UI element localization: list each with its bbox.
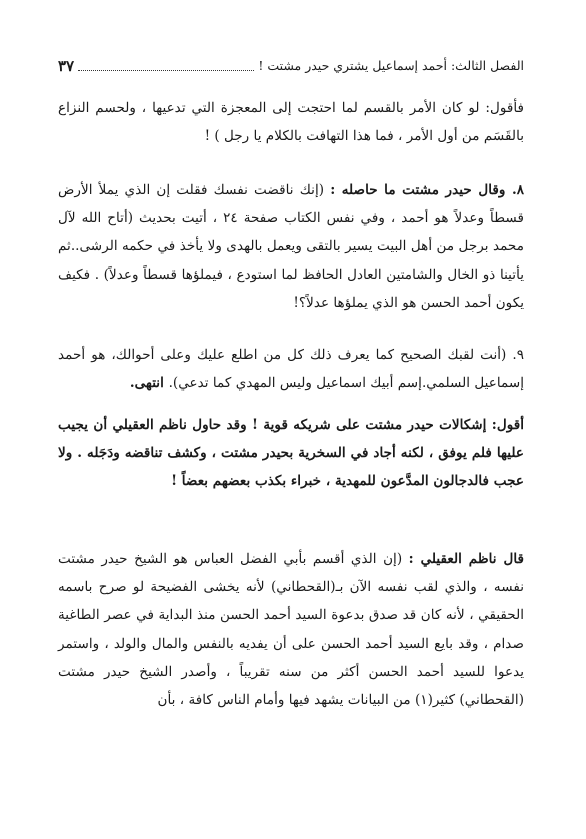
page-header xyxy=(58,58,524,74)
quote-end-marker: انتهى. xyxy=(129,375,169,392)
paragraph-text: أقول: إشكالات حيدر مشتت على شريكه قوية ! وقد حاول ناظم العقيلي أن يجيب عليها فلم يوفق ، لكنه أجاد في السخرية بحيدر مشتت ، وكشف تناقضه ودَجَله . ولا عجب فالدجالون المدَّعون للمهدية ، خبراء بكذب بعضهم بعضاً ! xyxy=(58,417,524,490)
paragraph-text: (إنك ناقضت نفسك فقلت إن الذي يملأ الأرض قسطاً وعدلاً هو أحمد ، وفي نفس الكتاب صفحة ٢٤ ، أتيت بحديث (أتاح الله لآل محمد برجل من أهل البيت يسير بالتقى ويعمل بالهدى ولا يأخذ في حكمه الرشى..ثم يأتينا ذو الخال والشامتين العادل الحافظ لما استودع ، فيملؤها قسطاً وعدلاً) . فكيف يكون أحمد الحسن هو الذي يملؤها عدلاً؟! xyxy=(58,182,524,311)
paragraph-text: ٩. (أنت لقبك الصحيح كما يعرف ذلك كل من اطلع عليك وعلى أحوالك، هو أحمد إسماعيل السلمي.إسم أبيك اسماعيل وليس المهدي كما تدعي). xyxy=(58,347,524,392)
paragraph-aqili-quote xyxy=(58,545,524,714)
paragraph-reply-1 xyxy=(58,94,524,150)
paragraph-reply-2 xyxy=(58,411,524,496)
paragraph-text: (إن الذي أقسم بأبي الفضل العباس هو الشيخ حيدر مشتت نفسه ، والذي لقب نفسه الآن بـ(القحطاني) لأنه يخشى الفضيحة لو صرح باسمه الحقيقي ، لأنه كان قد صدق بدعوة السيد أحمد الحسن منذ البداية في عصر الطاغية صدام ، وقد بايع السيد أحمد الحسن على أن يفديه بالنفس والمال والولد ، واستمر يدعوا للسيد أحمد الحسن أكثر من سنه تقريباً ، وأصدر الشيخ حيدر مشتت (القحطاني) كثير(١) من البيانات يشهد فيها وأمام الناس كافة ، بأن xyxy=(58,551,524,709)
paragraph-lead: ٨. وقال حيدر مشتت ما حاصله : xyxy=(330,182,524,198)
header-dotted-leader xyxy=(78,69,254,71)
chapter-title: الفصل الثالث: أحمد إسماعيل يشتري حيدر مشتت ! xyxy=(258,58,524,73)
paragraph-point-9 xyxy=(58,341,524,397)
page-number: ٣٧ xyxy=(58,57,75,75)
paragraph-lead: قال ناظم العقيلي : xyxy=(408,551,524,567)
paragraph-point-8 xyxy=(58,176,524,317)
paragraph-text: فأقول: لو كان الأمر بالقسم لما احتجت إلى المعجزة التي تدعيها ، ولحسم النزاع بالقَسَم من أول الأمر ، فما هذا التهافت بالكلام يا رجل ) ! xyxy=(58,100,524,145)
